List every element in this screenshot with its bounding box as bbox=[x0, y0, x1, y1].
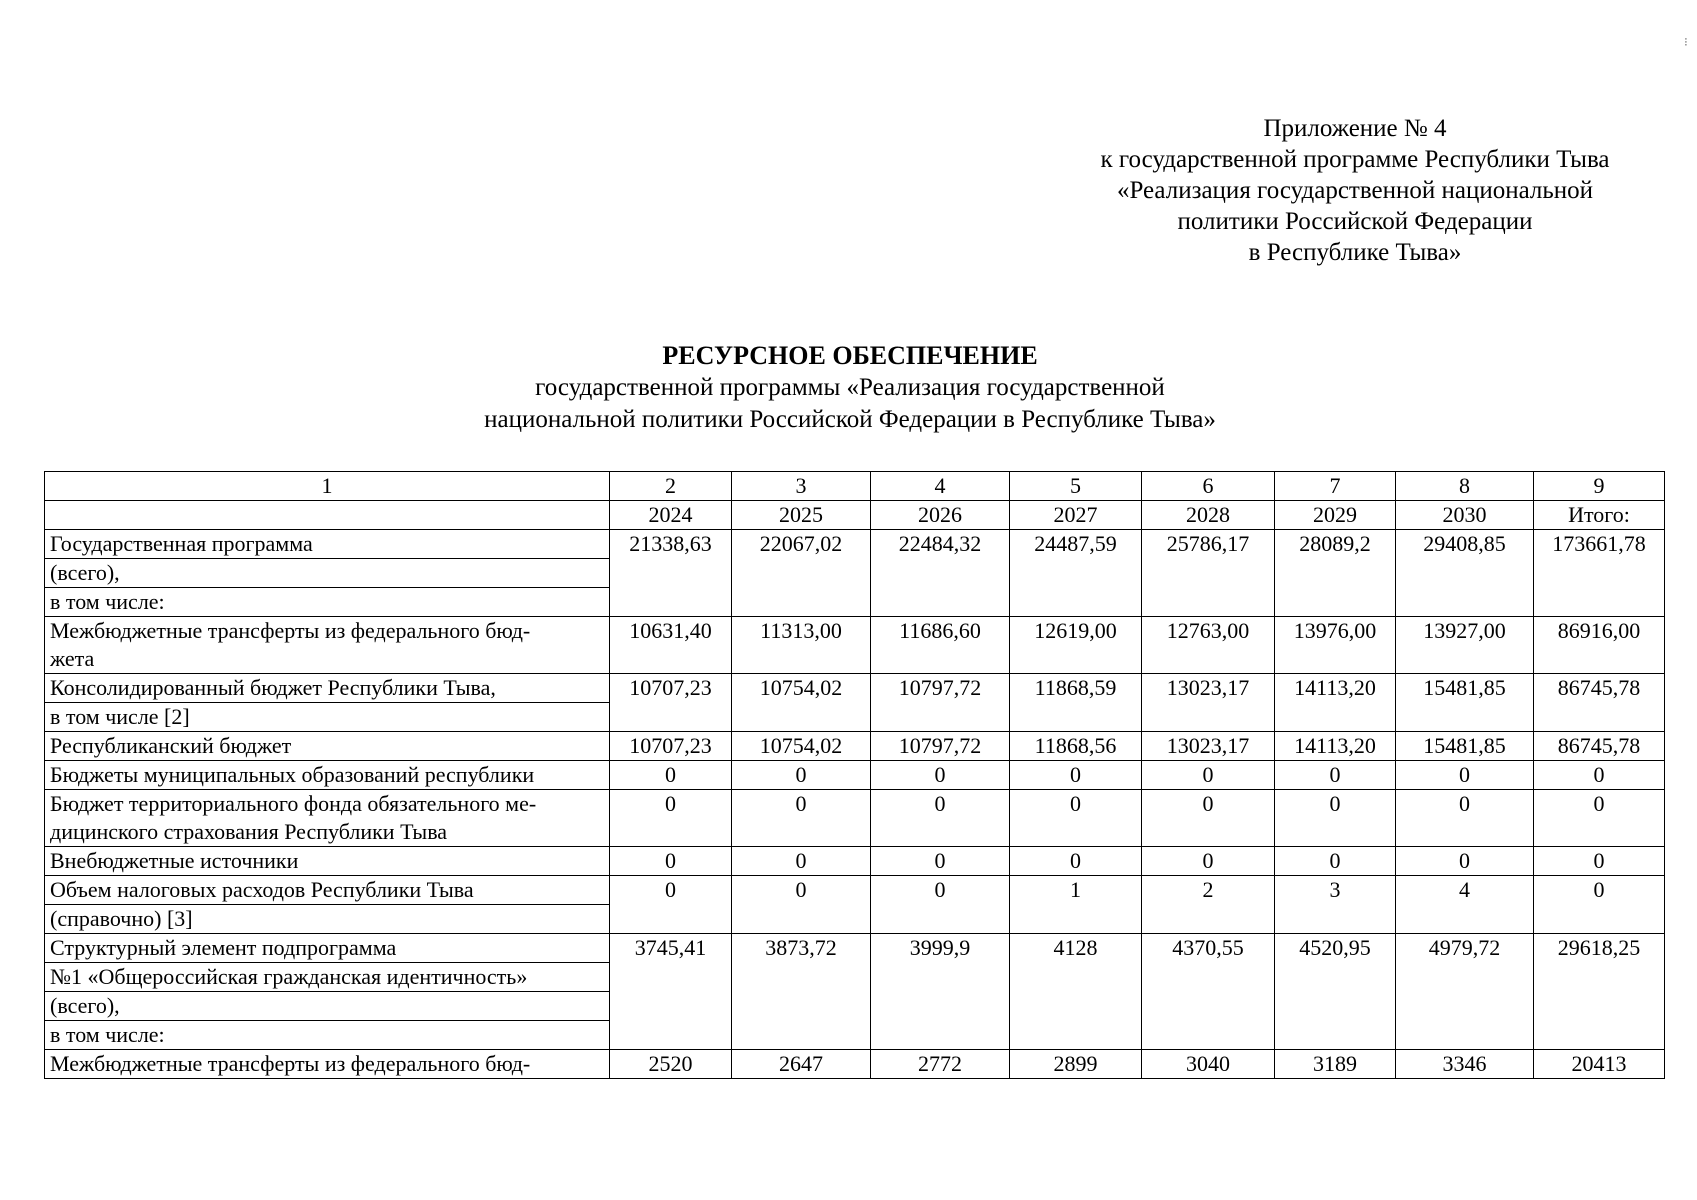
value-cell: 3999,9 bbox=[871, 934, 1010, 1050]
year-header-cell: 2029 bbox=[1275, 501, 1396, 530]
row-label-line: дицинского страхования Республики Тыва bbox=[50, 819, 448, 844]
row-label-line: Структурный элемент подпрограмма bbox=[45, 934, 609, 963]
value-cell: 0 bbox=[1534, 847, 1665, 876]
document-subtitle-line: государственной программы «Реализация государственной bbox=[535, 374, 1165, 401]
value-cell: 3745,41 bbox=[610, 934, 732, 1050]
year-header-cell bbox=[45, 501, 610, 530]
document-subtitle-line: национальной политики Российской Федерации в Республике Тыва» bbox=[484, 406, 1216, 433]
value-cell: 0 bbox=[871, 761, 1010, 790]
row-label-line: в том числе: bbox=[50, 1022, 165, 1047]
row-label-line: Консолидированный бюджет Республики Тыва, bbox=[45, 674, 609, 703]
value-cell: 0 bbox=[610, 847, 732, 876]
value-cell: 22067,02 bbox=[732, 530, 871, 617]
value-cell: 0 bbox=[871, 790, 1010, 847]
table-row bbox=[45, 530, 1665, 617]
row-label-line: Бюджет территориального фонда обязательного ме- bbox=[50, 791, 537, 816]
row-label-cell bbox=[45, 617, 610, 674]
value-cell: 21338,63 bbox=[610, 530, 732, 617]
value-cell: 13976,00 bbox=[1275, 617, 1396, 674]
column-number-cell: 8 bbox=[1396, 472, 1534, 501]
value-cell: 0 bbox=[1142, 761, 1275, 790]
value-cell: 29618,25 bbox=[1534, 934, 1665, 1050]
row-label-line: жета bbox=[50, 646, 95, 671]
value-cell: 0 bbox=[871, 876, 1010, 934]
value-cell: 11686,60 bbox=[871, 617, 1010, 674]
value-cell: 2520 bbox=[610, 1050, 732, 1079]
column-number-cell: 1 bbox=[45, 472, 610, 501]
value-cell: 10754,02 bbox=[732, 732, 871, 761]
row-label-line: Межбюджетные трансферты из федерального бюд- bbox=[50, 618, 531, 643]
value-cell: 3189 bbox=[1275, 1050, 1396, 1079]
row-label-line: Внебюджетные источники bbox=[50, 848, 299, 873]
value-cell: 29408,85 bbox=[1396, 530, 1534, 617]
value-cell: 0 bbox=[610, 790, 732, 847]
value-cell: 0 bbox=[1396, 790, 1534, 847]
value-cell: 25786,17 bbox=[1142, 530, 1275, 617]
value-cell: 14113,20 bbox=[1275, 674, 1396, 732]
value-cell: 86916,00 bbox=[1534, 617, 1665, 674]
value-cell: 1 bbox=[1010, 876, 1142, 934]
value-cell: 4370,55 bbox=[1142, 934, 1275, 1050]
appendix-line: «Реализация государственной национальной bbox=[1116, 177, 1594, 204]
value-cell: 0 bbox=[1275, 847, 1396, 876]
value-cell: 15481,85 bbox=[1396, 674, 1534, 732]
value-cell: 13023,17 bbox=[1142, 674, 1275, 732]
appendix-line: Приложение № 4 bbox=[1263, 115, 1447, 142]
value-cell: 3040 bbox=[1142, 1050, 1275, 1079]
value-cell: 0 bbox=[1534, 790, 1665, 847]
value-cell: 4 bbox=[1396, 876, 1534, 934]
table-row bbox=[45, 674, 1665, 732]
value-cell: 0 bbox=[1275, 761, 1396, 790]
row-label-line: Республиканский бюджет bbox=[50, 733, 292, 758]
row-label-cell bbox=[45, 847, 610, 876]
row-label-line: (всего), bbox=[45, 992, 609, 1021]
year-header-cell: 2027 bbox=[1010, 501, 1142, 530]
table-row bbox=[45, 847, 1665, 876]
document-title: РЕСУРСНОЕ ОБЕСПЕЧЕНИЕ bbox=[662, 341, 1038, 370]
value-cell: 2647 bbox=[732, 1050, 871, 1079]
value-cell: 10754,02 bbox=[732, 674, 871, 732]
value-cell: 10707,23 bbox=[610, 674, 732, 732]
year-header-cell: 2025 bbox=[732, 501, 871, 530]
year-header-cell: 2024 bbox=[610, 501, 732, 530]
value-cell: 4128 bbox=[1010, 934, 1142, 1050]
year-header-cell: 2026 bbox=[871, 501, 1010, 530]
year-header-cell: 2028 bbox=[1142, 501, 1275, 530]
value-cell: 0 bbox=[732, 876, 871, 934]
value-cell: 0 bbox=[1010, 790, 1142, 847]
row-label-cell bbox=[45, 674, 610, 732]
appendix-line: в Республике Тыва» bbox=[1248, 239, 1462, 266]
row-label-cell bbox=[45, 1050, 610, 1079]
value-cell: 0 bbox=[1534, 761, 1665, 790]
value-cell: 0 bbox=[610, 761, 732, 790]
row-label-line: (всего), bbox=[45, 559, 609, 588]
value-cell: 12763,00 bbox=[1142, 617, 1275, 674]
row-label-cell bbox=[45, 732, 610, 761]
appendix-reference bbox=[1035, 113, 1675, 268]
value-cell: 0 bbox=[871, 847, 1010, 876]
row-label-line: в том числе [2] bbox=[50, 704, 190, 729]
column-number-cell: 7 bbox=[1275, 472, 1396, 501]
value-cell: 0 bbox=[1396, 761, 1534, 790]
value-cell: 12619,00 bbox=[1010, 617, 1142, 674]
row-label-line: Государственная программа bbox=[45, 530, 609, 559]
value-cell: 13927,00 bbox=[1396, 617, 1534, 674]
resource-table bbox=[44, 471, 1665, 1079]
table-row bbox=[45, 732, 1665, 761]
column-number-row bbox=[45, 472, 1665, 501]
resource-table-body bbox=[45, 472, 1665, 1079]
column-number-cell: 9 bbox=[1534, 472, 1665, 501]
year-header-cell: 2030 bbox=[1396, 501, 1534, 530]
value-cell: 86745,78 bbox=[1534, 732, 1665, 761]
value-cell: 11313,00 bbox=[732, 617, 871, 674]
value-cell: 11868,59 bbox=[1010, 674, 1142, 732]
row-label-cell bbox=[45, 790, 610, 847]
value-cell: 14113,20 bbox=[1275, 732, 1396, 761]
table-row bbox=[45, 934, 1665, 1050]
value-cell: 0 bbox=[1142, 847, 1275, 876]
value-cell: 86745,78 bbox=[1534, 674, 1665, 732]
table-row bbox=[45, 617, 1665, 674]
value-cell: 13023,17 bbox=[1142, 732, 1275, 761]
row-label-line: (справочно) [3] bbox=[50, 906, 193, 931]
column-number-cell: 5 bbox=[1010, 472, 1142, 501]
column-number-cell: 4 bbox=[871, 472, 1010, 501]
value-cell: 15481,85 bbox=[1396, 732, 1534, 761]
value-cell: 24487,59 bbox=[1010, 530, 1142, 617]
value-cell: 10631,40 bbox=[610, 617, 732, 674]
value-cell: 0 bbox=[1010, 761, 1142, 790]
year-header-row bbox=[45, 501, 1665, 530]
table-row bbox=[45, 876, 1665, 934]
value-cell: 2772 bbox=[871, 1050, 1010, 1079]
value-cell: 0 bbox=[732, 761, 871, 790]
value-cell: 0 bbox=[1010, 847, 1142, 876]
row-label-line: №1 «Общероссийская гражданская идентичность» bbox=[45, 963, 609, 992]
year-header-cell: Итого: bbox=[1534, 501, 1665, 530]
value-cell: 0 bbox=[1534, 876, 1665, 934]
value-cell: 28089,2 bbox=[1275, 530, 1396, 617]
row-label-line: Межбюджетные трансферты из федерального бюд- bbox=[50, 1051, 531, 1076]
value-cell: 0 bbox=[1142, 790, 1275, 847]
row-label-cell bbox=[45, 934, 610, 1050]
document-heading bbox=[220, 340, 1480, 436]
column-number-cell: 3 bbox=[732, 472, 871, 501]
row-label-line: Объем налоговых расходов Республики Тыва bbox=[45, 876, 609, 905]
row-label-line: в том числе: bbox=[50, 589, 165, 614]
value-cell: 173661,78 bbox=[1534, 530, 1665, 617]
table-row bbox=[45, 790, 1665, 847]
column-number-cell: 2 bbox=[610, 472, 732, 501]
value-cell: 0 bbox=[1396, 847, 1534, 876]
value-cell: 20413 bbox=[1534, 1050, 1665, 1079]
value-cell: 2 bbox=[1142, 876, 1275, 934]
value-cell: 2899 bbox=[1010, 1050, 1142, 1079]
row-label-cell bbox=[45, 761, 610, 790]
scan-mark: ⁝ bbox=[1684, 35, 1688, 49]
column-number-cell: 6 bbox=[1142, 472, 1275, 501]
value-cell: 0 bbox=[732, 790, 871, 847]
appendix-line: к государственной программе Республики Тыва bbox=[1100, 146, 1610, 173]
table-row bbox=[45, 761, 1665, 790]
value-cell: 4520,95 bbox=[1275, 934, 1396, 1050]
appendix-line: политики Российской Федерации bbox=[1177, 208, 1533, 235]
table-row bbox=[45, 1050, 1665, 1079]
row-label-line: Бюджеты муниципальных образований республики bbox=[50, 762, 535, 787]
value-cell: 10707,23 bbox=[610, 732, 732, 761]
value-cell: 0 bbox=[732, 847, 871, 876]
value-cell: 0 bbox=[610, 876, 732, 934]
value-cell: 10797,72 bbox=[871, 732, 1010, 761]
value-cell: 3 bbox=[1275, 876, 1396, 934]
row-label-cell bbox=[45, 876, 610, 934]
value-cell: 4979,72 bbox=[1396, 934, 1534, 1050]
value-cell: 22484,32 bbox=[871, 530, 1010, 617]
value-cell: 0 bbox=[1275, 790, 1396, 847]
value-cell: 3873,72 bbox=[732, 934, 871, 1050]
value-cell: 10797,72 bbox=[871, 674, 1010, 732]
value-cell: 3346 bbox=[1396, 1050, 1534, 1079]
value-cell: 11868,56 bbox=[1010, 732, 1142, 761]
row-label-cell bbox=[45, 530, 610, 617]
